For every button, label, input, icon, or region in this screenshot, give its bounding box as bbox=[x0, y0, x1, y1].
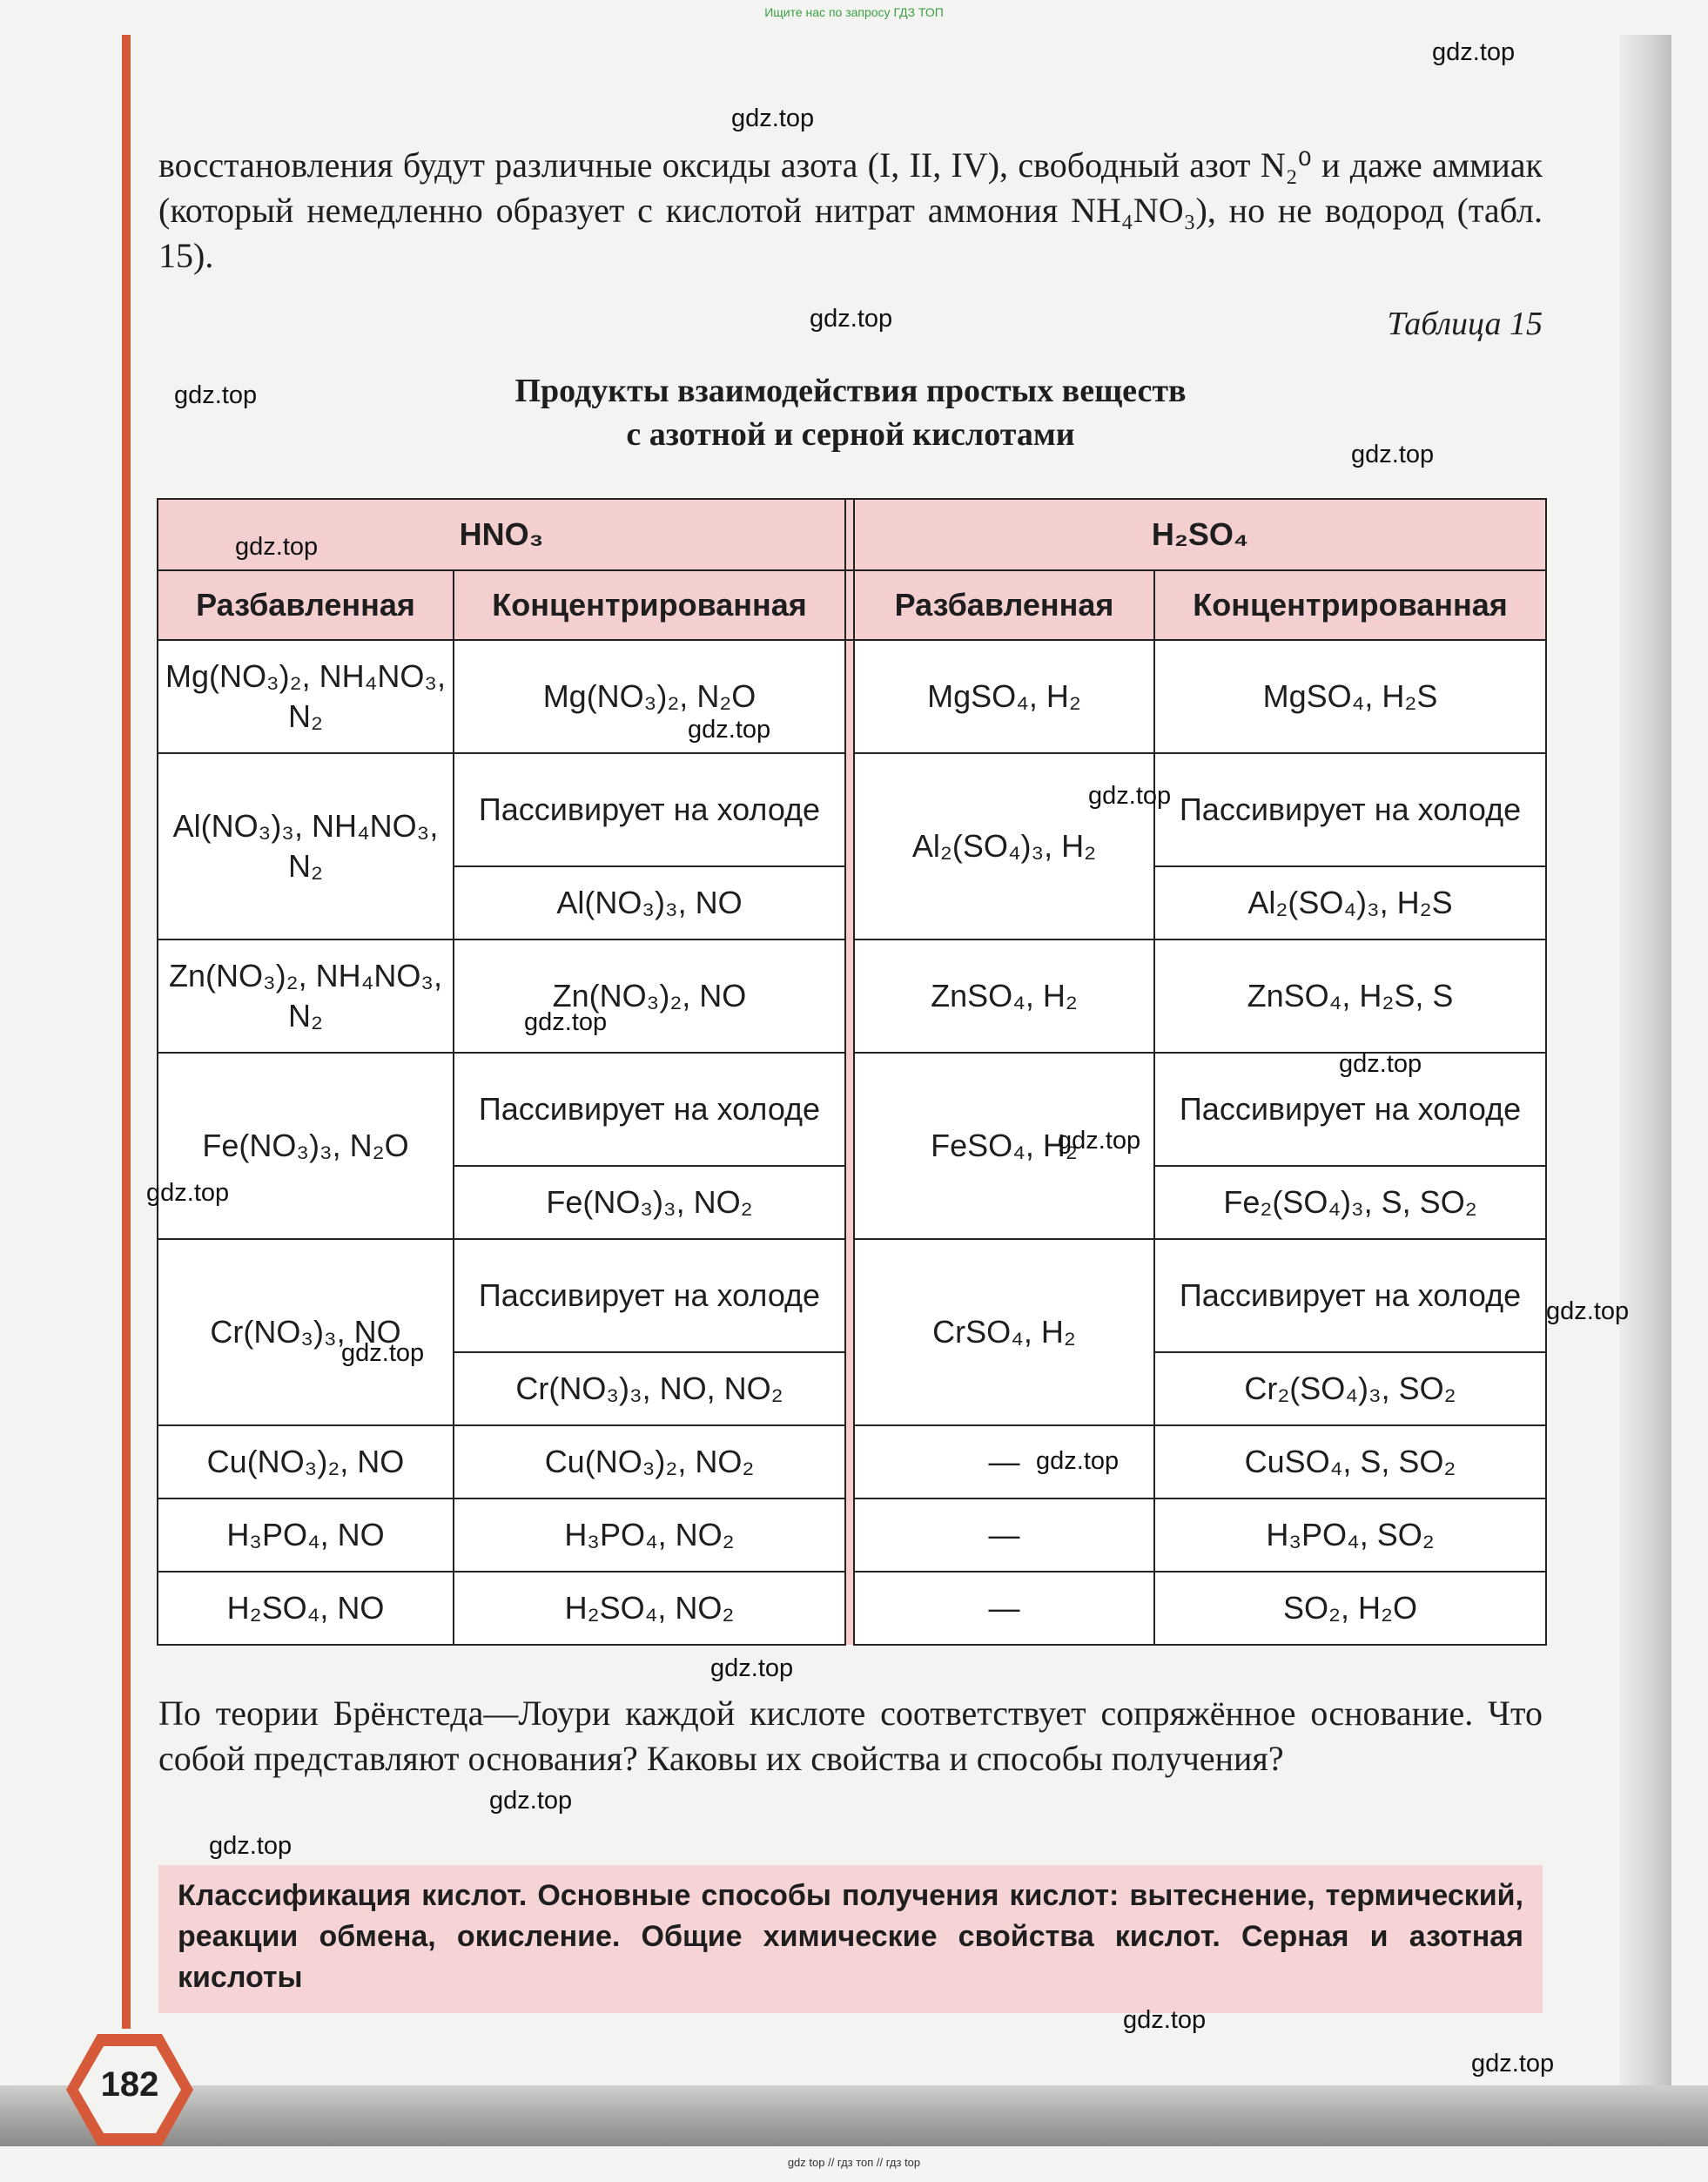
table-cell: MgSO₄, H₂S bbox=[1154, 640, 1546, 753]
watermark: gdz.top bbox=[146, 1179, 230, 1207]
table-row bbox=[158, 640, 1546, 753]
column-separator bbox=[845, 1572, 854, 1645]
watermark: gdz.top bbox=[1546, 1297, 1630, 1325]
table-cell: Al₂(SO₄)₃, H₂ bbox=[854, 753, 1154, 939]
table-cell: Cu(NO₃)₂, NO bbox=[158, 1425, 454, 1498]
table-cell: MgSO₄, H₂ bbox=[854, 640, 1154, 753]
table-cell: Fe(NO₃)₃, NO₂ bbox=[454, 1166, 845, 1239]
table-cell: CuSO₄, S, SO₂ bbox=[1154, 1425, 1546, 1498]
table-cell: Пассивирует на холоде bbox=[1154, 1239, 1546, 1352]
table-cell: Cr₂(SO₄)₃, SO₂ bbox=[1154, 1352, 1546, 1425]
watermark: gdz.top bbox=[1088, 782, 1172, 810]
column-separator bbox=[845, 753, 854, 939]
column-separator bbox=[845, 1239, 854, 1425]
watermark: gdz.top bbox=[710, 1654, 794, 1682]
watermark: gdz.top bbox=[235, 533, 319, 561]
table-cell: Al₂(SO₄)₃, H₂S bbox=[1154, 866, 1546, 939]
watermark: gdz.top bbox=[174, 381, 258, 409]
table-cell: H₂SO₄, NO bbox=[158, 1572, 454, 1645]
watermark: gdz.top bbox=[1123, 2006, 1207, 2034]
column-separator bbox=[845, 1053, 854, 1239]
column-separator bbox=[845, 640, 854, 753]
column-separator bbox=[845, 1425, 854, 1498]
table-row bbox=[158, 753, 1546, 866]
bottom-edge-shadow bbox=[0, 2085, 1708, 2146]
table-header-row bbox=[158, 499, 1546, 570]
column-separator bbox=[845, 499, 854, 570]
table-cell: Пассивирует на холоде bbox=[454, 1053, 845, 1166]
table-cell: ZnSO₄, H₂ bbox=[854, 939, 1154, 1053]
watermark: gdz.top bbox=[209, 1832, 293, 1860]
watermark: gdz.top bbox=[688, 716, 771, 744]
table-cell: CrSO₄, H₂ bbox=[854, 1239, 1154, 1425]
page-edge-shadow bbox=[1619, 35, 1671, 2142]
table-cell: Пассивирует на холоде bbox=[454, 753, 845, 866]
table-cell: Mg(NO₃)₂, NH₄NO₃, N₂ bbox=[158, 640, 454, 753]
paragraph-1 bbox=[158, 143, 1543, 279]
table-cell: Пассивирует на холоде bbox=[454, 1239, 845, 1352]
table-cell: Cr(NO₃)₃, NO, NO₂ bbox=[454, 1352, 845, 1425]
table-cell: Al(NO₃)₃, NH₄NO₃, N₂ bbox=[158, 753, 454, 939]
watermark: gdz.top bbox=[1351, 441, 1435, 468]
column-separator bbox=[845, 1498, 854, 1572]
watermark: gdz.top bbox=[1471, 2050, 1555, 2078]
table-number: Таблица 15 bbox=[1387, 306, 1543, 342]
table-row bbox=[158, 1053, 1546, 1166]
watermark: gdz.top bbox=[524, 1008, 608, 1036]
table-title bbox=[158, 369, 1543, 456]
paragraph-2-text: По теории Брёнстеда—Лоури каждой кислоте соответствует сопряжённое основание. Что собой представляют основания? Каковы их свойства и способы получения? bbox=[158, 1694, 1543, 1778]
watermark: gdz.top bbox=[489, 1787, 573, 1815]
section-heading bbox=[158, 1865, 1543, 2013]
table-row bbox=[158, 1498, 1546, 1572]
paragraph-2 bbox=[158, 1691, 1543, 1781]
section-heading-text: Классификация кислот. Основные способы получения кислот: вытеснение, термический, реакции обмена, окисление. Общие химические свойства кислот. Серная и азотная кислоты bbox=[178, 1879, 1523, 1994]
table-cell: — bbox=[854, 1425, 1154, 1498]
table-row bbox=[158, 1425, 1546, 1498]
table-row bbox=[158, 939, 1546, 1053]
watermark: gdz.top bbox=[1036, 1447, 1120, 1475]
table-title-line1: Продукты взаимодействия простых веществ bbox=[514, 373, 1187, 409]
table-title-line2: с азотной и серной кислотами bbox=[626, 416, 1075, 453]
table-cell: H₂SO₄, NO₂ bbox=[454, 1572, 845, 1645]
table-cell: ZnSO₄, H₂S, S bbox=[1154, 939, 1546, 1053]
table-cell: Mg(NO₃)₂, N₂O bbox=[454, 640, 845, 753]
bottom-banner[interactable]: gdz top // гдз топ // гдз top bbox=[787, 2156, 921, 2169]
column-separator bbox=[845, 570, 854, 640]
paragraph-1-text: восстановления будут различные оксиды азота (I, II, IV), свободный азот N₂⁰ и даже аммиак (который немедленно образует с кислотой нитрат аммония NH₄NO₃), но не водород (табл. 15). bbox=[158, 145, 1543, 275]
header-h2so4-conc: Концентрированная bbox=[1154, 570, 1546, 640]
table-cell: — bbox=[854, 1498, 1154, 1572]
table-cell: Zn(NO₃)₂, NH₄NO₃, N₂ bbox=[158, 939, 454, 1053]
watermark: gdz.top bbox=[1058, 1127, 1141, 1155]
table-cell: Cr(NO₃)₃, NO bbox=[158, 1239, 454, 1425]
column-separator bbox=[845, 939, 854, 1053]
header-hno3-dilute: Разбавленная bbox=[158, 570, 454, 640]
table-cell: Zn(NO₃)₂, NO bbox=[454, 939, 845, 1053]
watermark: gdz.top bbox=[1432, 38, 1516, 66]
table-cell: Пассивирует на холоде bbox=[1154, 1053, 1546, 1166]
table-subheader-row bbox=[158, 570, 1546, 640]
table-cell: H₃PO₄, SO₂ bbox=[1154, 1498, 1546, 1572]
header-h2so4-dilute: Разбавленная bbox=[854, 570, 1154, 640]
table-cell: Fe(NO₃)₃, N₂O bbox=[158, 1053, 454, 1239]
header-hno3: HNO₃ bbox=[158, 499, 845, 570]
watermark: gdz.top bbox=[810, 305, 893, 333]
table-cell: SO₂, H₂O bbox=[1154, 1572, 1546, 1645]
watermark: gdz.top bbox=[341, 1339, 425, 1367]
margin-red-line bbox=[122, 35, 131, 2029]
table-row bbox=[158, 1239, 1546, 1352]
table-cell: FeSO₄, H₂ bbox=[854, 1053, 1154, 1239]
table-cell: Fe₂(SO₄)₃, S, SO₂ bbox=[1154, 1166, 1546, 1239]
table-cell: H₃PO₄, NO bbox=[158, 1498, 454, 1572]
top-banner[interactable]: Ищите нас по запросу ГДЗ ТОП bbox=[764, 5, 944, 19]
watermark: gdz.top bbox=[731, 104, 815, 132]
header-hno3-conc: Концентрированная bbox=[454, 570, 845, 640]
table-cell: — bbox=[854, 1572, 1154, 1645]
table-cell: Cu(NO₃)₂, NO₂ bbox=[454, 1425, 845, 1498]
page-number: 182 bbox=[100, 2065, 159, 2104]
watermark: gdz.top bbox=[1339, 1050, 1422, 1078]
header-h2so4: H₂SO₄ bbox=[854, 499, 1546, 570]
table-cell: H₃PO₄, NO₂ bbox=[454, 1498, 845, 1572]
table-cell: Пассивирует на холоде bbox=[1154, 753, 1546, 866]
table-cell: Al(NO₃)₃, NO bbox=[454, 866, 845, 939]
table-row bbox=[158, 1572, 1546, 1645]
